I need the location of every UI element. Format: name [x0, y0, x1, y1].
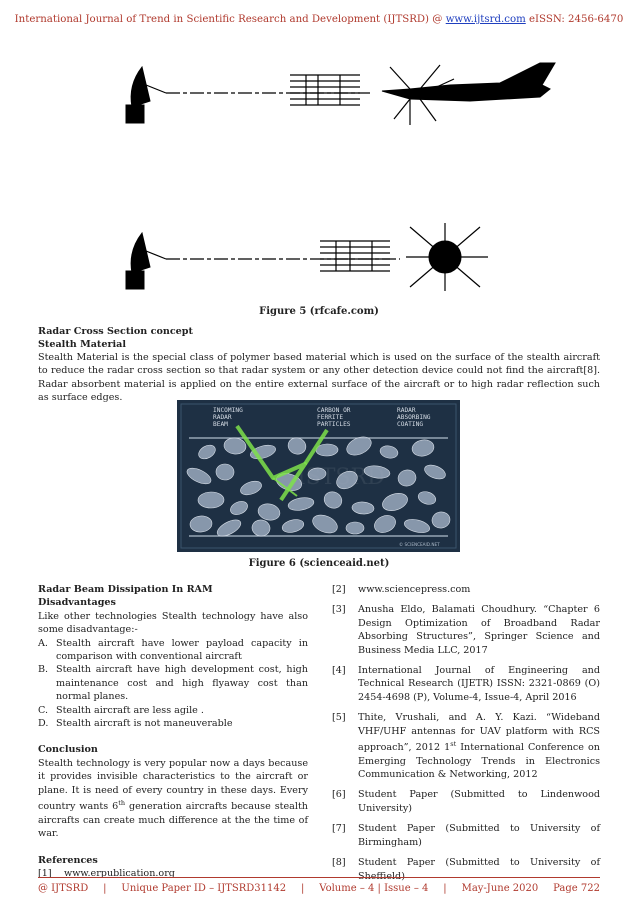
radar-beam-top — [166, 75, 370, 105]
label-incoming-3: BEAM — [213, 421, 228, 428]
label-carbon-1: CARBON OR — [317, 407, 351, 414]
label-coating-2: ABSORBING — [397, 414, 431, 421]
right-column — [332, 583, 600, 890]
radar-dish-bottom — [126, 233, 166, 289]
reference-number: [4] — [332, 665, 346, 677]
list-item — [38, 717, 308, 730]
radar-dish-top — [126, 67, 166, 123]
figure-5-radar-diagram — [110, 55, 600, 295]
label-incoming-1: INCOMING — [213, 407, 243, 414]
reference-text: Thite, Vrushali, and A. Y. Kazi. “Wideband VHF/UHF antennas for UAV platform with RCS approach”, 2012 1st International Conference on Emerging Technology Trends in Electronics Communication & Networking, 2012 — [358, 712, 600, 781]
reference-text: Student Paper (Submitted to Lindenwood University) — [358, 789, 600, 814]
reference-item — [332, 788, 600, 815]
section-subtitle: Stealth Material — [38, 339, 127, 350]
reference-number: [7] — [332, 823, 346, 835]
reference-1 — [38, 867, 308, 880]
reference-link[interactable]: www.erpublication.org — [64, 867, 175, 879]
footer-separator: | — [103, 883, 107, 894]
reference-text: Student Paper (Submitted to University of Sheffield) — [358, 857, 600, 882]
radar-beam-bottom — [166, 241, 400, 271]
figure-6-credit: © SCIENCEAID.NET — [399, 542, 440, 547]
reference-text: Anusha Eldo, Balamati Choudhury. “Chapter 6 Design Optimization of Broadband Radar Absorbing Structures”, Springer Science and Business Media LLC, 2017 — [358, 604, 600, 656]
label-carbon-3: PARTICLES — [317, 421, 351, 428]
list-item-text: Stealth aircraft is not maneuverable — [56, 718, 233, 730]
reference-item — [332, 711, 600, 781]
reference-number: [1] — [38, 867, 52, 879]
reference-number: [8] — [332, 857, 346, 869]
list-item — [38, 704, 308, 717]
figure-6-caption: Figure 6 (scienceaid.net) — [248, 558, 390, 569]
list-item-text: Stealth aircraft are less agile . — [56, 704, 204, 716]
footer-separator: | — [301, 883, 305, 894]
issn: eISSN: 2456-6470 — [525, 14, 624, 25]
reference-number: [3] — [332, 604, 346, 616]
reference-number: [6] — [332, 789, 346, 801]
footer-separator: | — [443, 883, 447, 894]
list-item-label: D. — [38, 718, 49, 730]
disadvantages-heading: Disadvantages — [38, 597, 116, 609]
footer-ijtsrd: @ IJTSRD — [38, 883, 89, 894]
journal-name: International Journal of Trend in Scientific Research and Development (IJTSRD) @ — [14, 14, 446, 25]
list-item-label: C. — [38, 704, 49, 716]
list-item-label: B. — [38, 664, 49, 676]
label-coating-3: COATING — [397, 421, 424, 428]
running-footer — [38, 883, 600, 894]
label-coating-1: RADAR — [397, 407, 416, 414]
journal-url-link[interactable]: www.ijtsrd.com — [445, 14, 526, 25]
ferrite-particle — [198, 492, 224, 508]
footer-paper-id: Unique Paper ID – IJTSRD31142 — [121, 883, 287, 894]
label-carbon-2: FERRITE — [317, 414, 344, 421]
footer-divider — [38, 877, 600, 878]
disadvantages-intro: Like other technologies Stealth technology have also some disadvantage:- — [38, 610, 308, 636]
list-item — [38, 637, 308, 664]
reference-item — [332, 664, 600, 704]
conclusion-heading: Conclusion — [38, 744, 98, 756]
reference-text[interactable]: www.sciencepress.com — [358, 584, 471, 595]
reference-item — [332, 856, 600, 883]
reference-text: Student Paper (Submitted to University of Birmingham) — [358, 823, 600, 848]
sphere-target-reflector — [406, 223, 488, 291]
references-heading: References — [38, 854, 98, 866]
list-item-text: Stealth aircraft have high development cost, high maintenance cost and high flyaway cost than normal planes. — [56, 664, 308, 703]
list-item-text: Stealth aircraft have lower payload capacity in comparison with conventional aircraft — [56, 637, 308, 663]
footer-page-number: Page 722 — [553, 883, 600, 894]
label-incoming-2: RADAR — [213, 414, 232, 421]
footer-date: May-June 2020 — [461, 883, 539, 894]
figure-6-ram-diagram — [177, 400, 460, 552]
list-item — [38, 663, 308, 703]
section-title: Radar Cross Section concept — [38, 326, 193, 337]
stealth-aircraft-silhouette — [382, 63, 555, 125]
stealth-material-paragraph: Stealth Material is the special class of polymer based material which is used on the surface of the stealth aircraft to reduce the radar cross section so that radar system or any other detection device could not find the aircraft[8]. Radar absorbent material is applied on the entire external surface of the aircraft or to high radar reflection such as surface edges. — [38, 352, 600, 404]
reference-text: International Journal of Engineering and Technical Research (IJETR) ISSN: 2321-0869 (O) 2454-4698 (P), Volume-4, Issue-4, April 2016 — [358, 665, 600, 703]
footer-volume-issue: Volume – 4 | Issue – 4 — [319, 883, 429, 894]
reference-item — [332, 583, 600, 596]
reference-number: [5] — [332, 712, 346, 724]
reference-number: [2] — [332, 584, 346, 595]
figure-5-caption: Figure 5 (rfcafe.com) — [259, 306, 379, 317]
reference-item — [332, 822, 600, 849]
reference-item — [332, 603, 600, 657]
left-column — [38, 583, 308, 880]
conclusion-paragraph: Stealth technology is very popular now a days because it provides invisible characteristics to the aircraft or plane. It is need of every country in these days. Every country wants 6th generation aircrafts because stealth aircrafts can create much difference at the the time of war. — [38, 757, 308, 840]
running-header — [0, 14, 638, 25]
list-item-label: A. — [38, 637, 48, 649]
ram-dissipation-heading: Radar Beam Dissipation In RAM — [38, 584, 213, 595]
ferrite-particle — [346, 522, 364, 534]
